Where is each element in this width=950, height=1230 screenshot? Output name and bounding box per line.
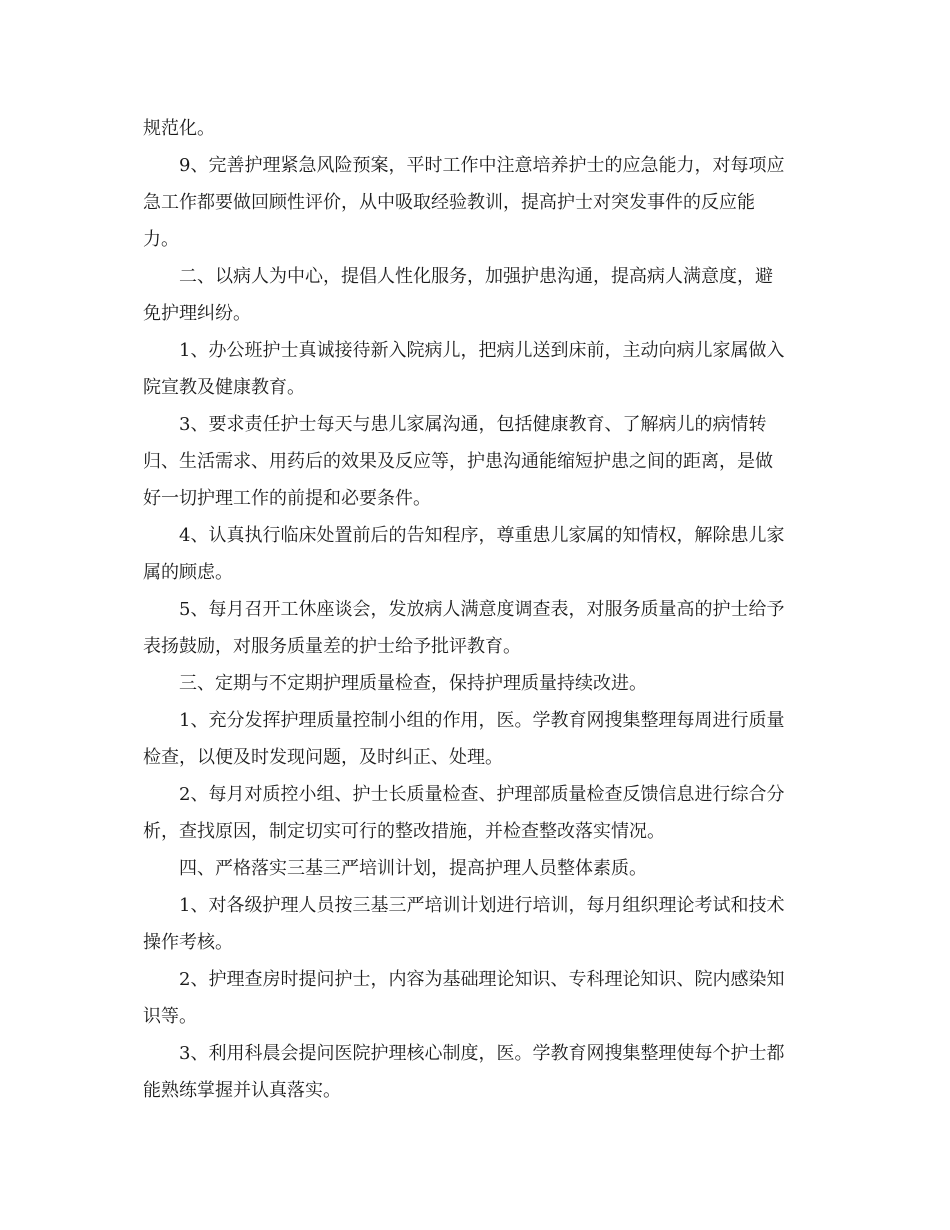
paragraph-continuation: 规范化。 bbox=[143, 118, 215, 139]
paragraph: 1、充分发挥护理质量控制小组的作用，医。学教育网搜集整理每周进行质量 检查，以便及时发现问题，及时纠正、处理。 bbox=[143, 710, 785, 768]
paragraph: 5、每月召开工休座谈会，发放病人满意度调查表，对服务质量高的护士给予 表扬鼓励，对服务质量差的护士给予批评教育。 bbox=[143, 599, 785, 657]
document-body bbox=[143, 110, 809, 1109]
paragraph: 2、护理查房时提问护士，内容为基础理论知识、专科理论知识、院内感染知 识等。 bbox=[143, 969, 785, 1027]
paragraph: 9、完善护理紧急风险预案，平时工作中注意培养护士的应急能力，对每项应 急工作都要做回顾性评价，从中吸取经验教训，提高护士对突发事件的反应能 力。 bbox=[143, 155, 785, 250]
section-heading: 二、以病人为中心，提倡人性化服务，加强护患沟通，提高病人满意度，避 免护理纠纷。 bbox=[143, 266, 773, 324]
paragraph: 1、办公班护士真诚接待新入院病儿，把病儿送到床前，主动向病儿家属做入 院宣教及健康教育。 bbox=[143, 340, 785, 398]
paragraph: 3、要求责任护士每天与患儿家属沟通，包括健康教育、了解病儿的病情转 归、生活需求、用药后的效果及反应等，护患沟通能缩短护患之间的距离，是做 好一切护理工作的前提和必要条件。 bbox=[143, 414, 773, 509]
paragraph: 4、认真执行临床处置前后的告知程序，尊重患儿家属的知情权，解除患儿家 属的顾虑。 bbox=[143, 525, 785, 583]
paragraph: 3、利用科晨会提问医院护理核心制度，医。学教育网搜集整理使每个护士都 能熟练掌握并认真落实。 bbox=[143, 1043, 785, 1101]
section-heading: 四、严格落实三基三严培训计划，提高护理人员整体素质。 bbox=[179, 858, 647, 879]
paragraph: 1、对各级护理人员按三基三严培训计划进行培训，每月组织理论考试和技术 操作考核。 bbox=[143, 895, 785, 953]
paragraph: 2、每月对质控小组、护士长质量检查、护理部质量检查反馈信息进行综合分 析，查找原因，制定切实可行的整改措施，并检查整改落实情况。 bbox=[143, 784, 785, 842]
section-heading: 三、定期与不定期护理质量检查，保持护理质量持续改进。 bbox=[179, 673, 647, 694]
